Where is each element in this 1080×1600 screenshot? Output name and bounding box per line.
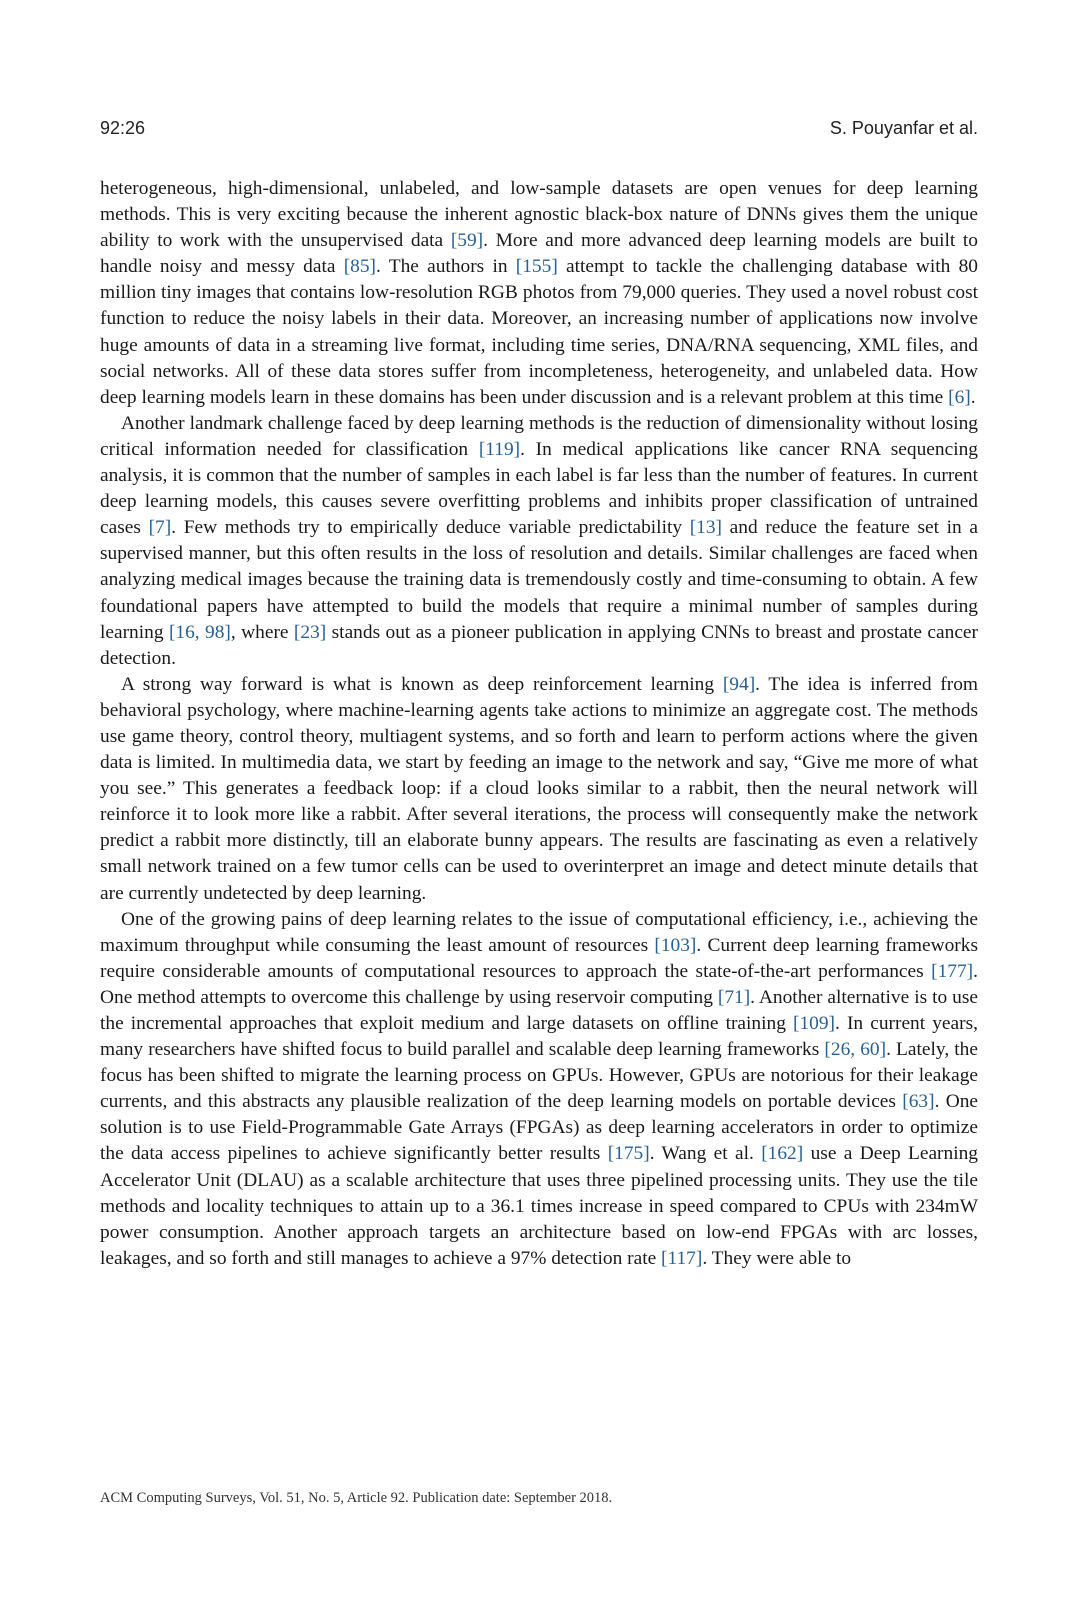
- citation-link[interactable]: [155]: [515, 256, 558, 278]
- citation-link[interactable]: [26, 60]: [824, 1039, 887, 1061]
- citation-link[interactable]: [94]: [722, 673, 756, 695]
- citation-link[interactable]: [175]: [607, 1143, 650, 1165]
- citation-link[interactable]: [109]: [793, 1013, 836, 1034]
- paragraph: One of the growing pains of deep learning relates to the issue of computational efficiency, i.e., achieving the maximum throughput while consuming the least amount of resources [103]. Current deep learning frameworks require considerable amounts of computational resources to approach the state-of-the-art performances [177]. One method attempts to overcome this challenge by using reservoir computing [71]. Another alternative is to use the incremental approaches that exploit medium and large datasets on offline training [109]. In current years, many researchers have shifted focus to build parallel and scalable deep learning frameworks [26, 60]. Lately, the focus has been shifted to migrate the learning process on GPUs. However, GPUs are notorious for their leakage currents, and this abstracts any plausible realization of the deep learning models on portable devices [63]. One solution is to use Field-Programmable Gate Arrays (FPGAs) as deep learning accelerators in order to optimize the data access pipelines to achieve significantly better results [175]. Wang et al. [162] use a Deep Learning Accelerator Unit (DLAU) as a scalable architecture that uses three pipelined processing units. They use the tile methods and locality techniques to attain up to a 36.1 times increase in speed compared to CPUs with 234mW power consumption. Another approach targets an architecture based on low-end FPGAs with arc losses, leakages, and so forth and still manages to achieve a 97% detection rate [117]. They were able to: [100, 908, 978, 1269]
- citation-link[interactable]: [119]: [478, 438, 521, 460]
- citation-link[interactable]: [6]: [948, 386, 971, 408]
- citation-link[interactable]: [103]: [654, 934, 697, 956]
- citation-link[interactable]: [162]: [761, 1143, 804, 1165]
- citation-link[interactable]: [117]: [661, 1247, 703, 1269]
- paragraph: A strong way forward is what is known as deep reinforcement learning [94]. The idea is inferred from behavioral psychology, where machine-learning agents take actions to minimize an aggregate cost. The methods use game theory, control theory, multiagent systems, and so forth and learn to perform actions where the given data is limited. In multimedia data, we start by feeding an image to the network and say, “Give me more of what you see.” This generates a feedback loop: if a cloud looks similar to a rabbit, then the neural network will reinforce it to look more like a rabbit. After several iterations, the process will consequently make the network predict a rabbit more distinctly, till an elaborate bunny appears. The results are fascinating as even a relatively small network trained on a few tumor cells can be used to overinterpret an image and detect minute details that are currently undetected by deep learning.: [100, 673, 978, 904]
- running-author: S. Pouyanfar et al.: [829, 118, 978, 138]
- citation-link[interactable]: [71]: [717, 986, 751, 1008]
- citation-link[interactable]: [85]: [343, 256, 376, 278]
- journal-footer: ACM Computing Surveys, Vol. 51, No. 5, Article 92. Publication date: September 2018.: [100, 1490, 613, 1506]
- citation-link[interactable]: [7]: [148, 517, 172, 539]
- page-number: 92:26: [100, 118, 146, 138]
- body-text: [100, 176, 978, 1272]
- citation-link[interactable]: [16, 98]: [168, 621, 231, 643]
- citation-link[interactable]: [59]: [450, 230, 484, 252]
- paragraph: heterogeneous, high-dimensional, unlabeled, and low-sample datasets are open venues for deep learning methods. This is very exciting because the inherent agnostic black-box nature of DNNs gives them the unique ability to work with the unsupervised data [59]. More and more advanced deep learning models are built to handle noisy and messy data [85]. The authors in [155] attempt to tackle the challenging database with 80 million tiny images that contains low-resolution RGB photos from 79,000 queries. They used a novel robust cost function to reduce the noisy labels in their data. Moreover, an increasing number of applications now involve huge amounts of data in a streaming live format, including time series, DNA/RNA sequencing, XML files, and social networks. All of these data stores suffer from incompleteness, heterogeneity, and unlabeled data. How deep learning models learn in these domains has been under discussion and is a relevant problem at this time [6].: [100, 178, 979, 408]
- page-header: [100, 118, 978, 148]
- citation-link[interactable]: [13]: [689, 517, 723, 539]
- paragraph: Another landmark challenge faced by deep learning methods is the reduction of dimensionality without losing critical information needed for classification [119]. In medical applications like cancer RNA sequencing analysis, it is common that the number of samples in each label is far less than the number of features. In current deep learning models, this causes severe overfitting problems and inhibits proper classification of untrained cases [7]. Few methods try to empirically deduce variable predictability [13] and reduce the feature set in a supervised manner, but this often results in the loss of resolution and details. Similar challenges are faced when analyzing medical images because the training data is tremendously costly and time-consuming to obtain. A few foundational papers have attempted to build the models that require a minimal number of samples during learning [16, 98], where [23] stands out as a pioneer publication in applying CNNs to breast and prostate cancer detection.: [100, 412, 978, 669]
- citation-link[interactable]: [63]: [902, 1091, 935, 1113]
- citation-link[interactable]: [177]: [931, 960, 974, 982]
- citation-link[interactable]: [23]: [293, 621, 327, 643]
